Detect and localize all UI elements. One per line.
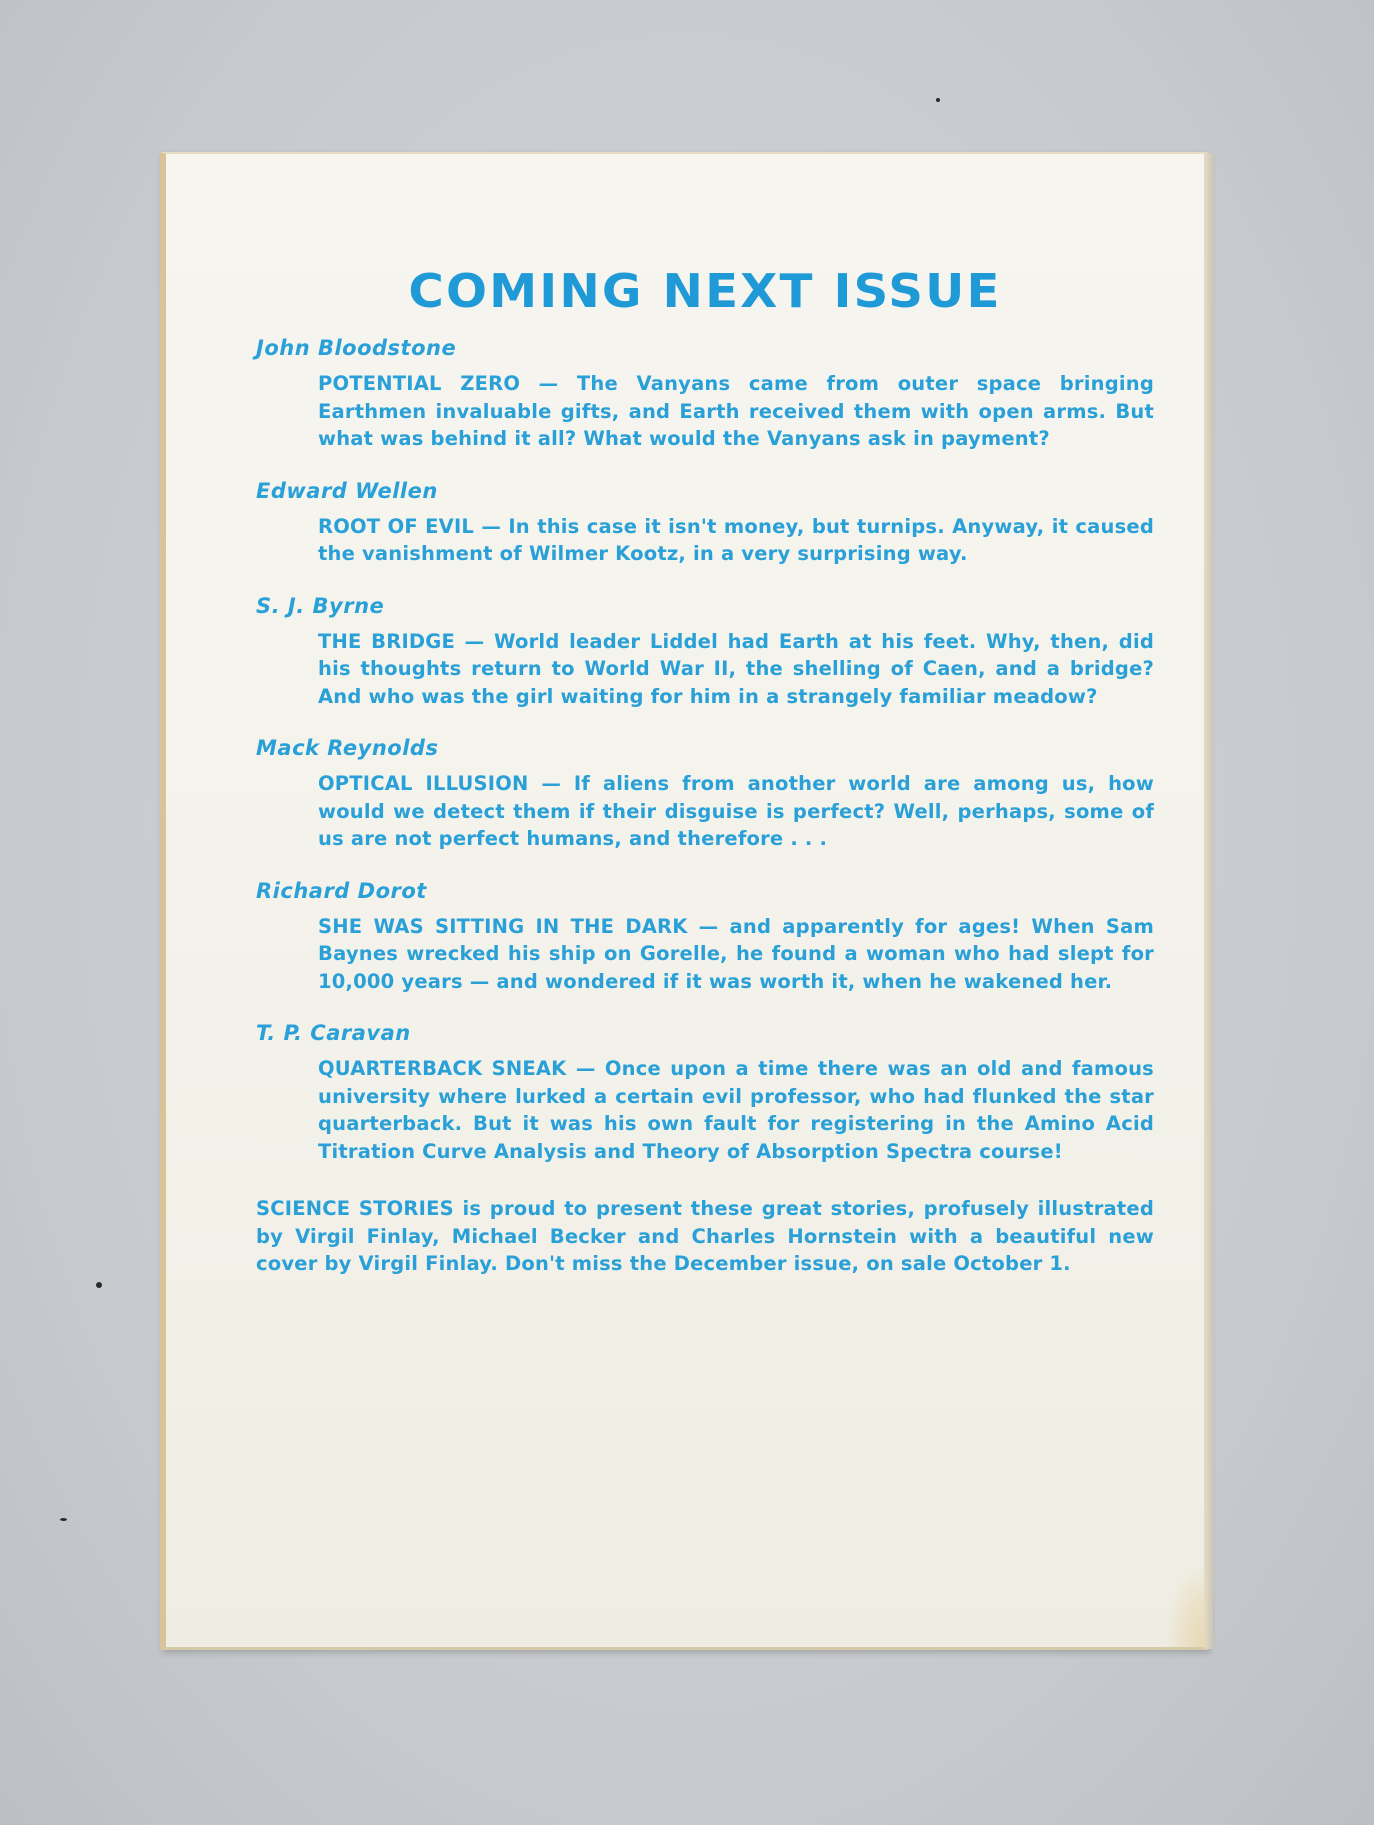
story-description: SHE WAS SITTING IN THE DARK — and apparently for ages! When Sam Baynes wrecked his ship on Gorelle, he found a woman who had slept for 10,000 years — and wondered if it was worth it, when he wakened her. [318,914,1154,993]
story-description: ROOT OF EVIL — In this case it isn't money, but turnips. Anyway, it caused the vanishment of Wilmer Kootz, in a very surprising way. [318,514,1154,565]
page-edge [1204,153,1213,1649]
story-entry [256,479,1154,568]
cover-text [256,264,1154,1278]
story-author: S. J. Byrne [256,593,385,618]
corner-wear [1167,1567,1205,1647]
story-entry [256,879,1154,996]
story-author: Edward Wellen [256,478,438,503]
story-description: OPTICAL ILLUSION — If aliens from another world are among us, how would we detect them if their disguise is perfect? Well, perhaps, some of us are not perfect humans, and therefore . . . [318,772,1154,850]
dust-speck [60,1518,67,1521]
story-author: Mack Reynolds [256,736,439,760]
story-description: THE BRIDGE — World leader Liddel had Earth at his feet. Why, then, did his thoughts return to World War II, the shelling of Caen, and a bridge? And who was the girl waiting for him in a strangely familiar meadow? [318,629,1154,708]
page-title: COMING NEXT ISSUE [408,264,1002,318]
dust-speck [936,98,940,102]
story-description: QUARTERBACK SNEAK — Once upon a time there was an old and famous university where lurked a certain evil professor, who had flunked the star quarterback. But it was his own fault for registering in the Amino Acid Titration Curve Analysis and Theory of Absorption Spectra course! [318,1057,1154,1163]
magazine-back-cover [160,152,1208,1650]
story-author: John Bloodstone [256,336,457,360]
story-entry [256,594,1154,711]
story-author: Richard Dorot [256,878,427,903]
dust-speck [96,1282,102,1288]
story-entry [256,336,1154,453]
story-entry [256,1021,1154,1165]
story-description: POTENTIAL ZERO — The Vanyans came from outer space bringing Earthmen invaluable gifts, and Earth received them with open arms. But what was behind it all? What would the Vanyans ask in payment? [318,372,1154,450]
promo-paragraph: SCIENCE STORIES is proud to present these great stories, profusely illustrated by Virgil Finlay, Michael Becker and Charles Hornstein with a beautiful new cover by Virgil Finlay. Don't miss the December issue, on sale October 1. [256,1197,1154,1275]
story-entry [256,736,1154,853]
story-author: T. P. Caravan [256,1021,411,1045]
